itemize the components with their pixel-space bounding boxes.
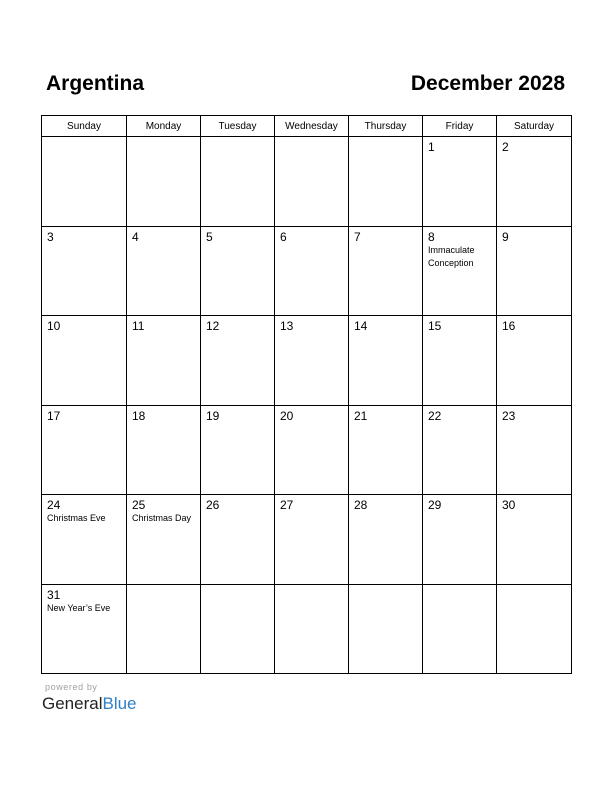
day-cell — [349, 226, 423, 316]
day-number: 31 — [47, 587, 61, 602]
day-number: 1 — [428, 140, 435, 154]
day-cell — [201, 584, 275, 674]
weekday-saturday: Saturday — [497, 116, 572, 137]
day-cell — [275, 137, 349, 227]
day-cell — [127, 226, 201, 316]
day-number: 14 — [354, 319, 368, 333]
logo-text-blue: Blue — [102, 694, 137, 713]
day-number: 11 — [132, 319, 145, 333]
weekday-friday: Friday — [423, 116, 497, 137]
day-number: 12 — [206, 319, 220, 333]
generalblue-logo[interactable] — [42, 694, 137, 714]
day-cell — [127, 495, 201, 585]
day-cell — [423, 137, 497, 227]
day-cell — [275, 226, 349, 316]
day-number: 18 — [132, 408, 146, 423]
day-cell — [42, 495, 127, 585]
day-cell — [42, 316, 127, 406]
day-number: 8 — [428, 229, 435, 244]
day-number: 7 — [354, 229, 361, 244]
day-number: 4 — [132, 229, 139, 244]
day-number: 20 — [280, 408, 294, 423]
day-cell — [201, 405, 275, 495]
day-number: 3 — [47, 229, 54, 244]
day-cell — [423, 316, 497, 406]
day-cell — [497, 226, 572, 316]
day-number: 27 — [280, 498, 294, 512]
day-number: 23 — [502, 408, 516, 423]
day-cell — [275, 316, 349, 406]
day-number: 30 — [502, 498, 516, 512]
day-cell — [42, 226, 127, 316]
calendar-grid — [41, 115, 572, 674]
week-row — [42, 137, 572, 227]
day-cell — [127, 137, 201, 227]
day-number: 25 — [132, 498, 146, 512]
day-number: 2 — [502, 140, 509, 154]
day-cell — [275, 405, 349, 495]
week-row — [42, 495, 572, 585]
day-cell — [127, 316, 201, 406]
day-cell — [423, 584, 497, 674]
day-cell — [201, 495, 275, 585]
day-cell — [201, 137, 275, 227]
day-cell — [497, 405, 572, 495]
day-cell — [349, 405, 423, 495]
day-cell — [42, 405, 127, 495]
week-row — [42, 226, 572, 316]
weekday-tuesday: Tuesday — [201, 116, 275, 137]
day-cell — [42, 584, 127, 674]
day-cell — [349, 495, 423, 585]
day-cell — [201, 316, 275, 406]
holiday-label: Christmas Eve — [47, 513, 106, 523]
day-cell — [349, 584, 423, 674]
day-number: 17 — [47, 408, 61, 423]
day-cell — [275, 584, 349, 674]
day-cell — [497, 137, 572, 227]
logo-text-general: General — [42, 694, 103, 713]
day-number: 10 — [47, 319, 61, 333]
month-year-title: December 2028 — [410, 72, 565, 95]
day-number: 5 — [206, 229, 213, 244]
day-cell — [423, 495, 497, 585]
week-row — [42, 405, 572, 495]
weekday-thursday: Thursday — [349, 116, 423, 137]
day-cell — [349, 316, 423, 406]
holiday-label: Immaculate Conception — [428, 244, 475, 268]
day-cell — [497, 584, 572, 674]
day-number: 24 — [47, 498, 61, 512]
day-number: 15 — [428, 319, 442, 333]
day-cell — [275, 495, 349, 585]
day-number: 26 — [206, 498, 220, 512]
day-cell — [201, 226, 275, 316]
day-cell — [423, 405, 497, 495]
day-number: 13 — [280, 319, 294, 333]
day-number: 22 — [428, 408, 442, 423]
day-cell — [42, 137, 127, 227]
weekday-wednesday: Wednesday — [275, 116, 349, 137]
week-row — [42, 316, 572, 406]
day-number: 29 — [428, 498, 442, 512]
day-cell — [497, 495, 572, 585]
day-number: 28 — [354, 498, 368, 512]
day-number: 19 — [206, 408, 220, 423]
day-number: 16 — [502, 319, 516, 333]
weekday-header-row — [42, 116, 572, 137]
day-cell — [423, 226, 497, 316]
week-row — [42, 584, 572, 674]
powered-by-text: powered by — [45, 682, 98, 692]
day-cell — [127, 584, 201, 674]
day-cell — [349, 137, 423, 227]
country-title: Argentina — [46, 72, 145, 95]
day-number: 6 — [280, 229, 287, 244]
day-number: 21 — [354, 408, 368, 423]
weekday-sunday: Sunday — [42, 116, 127, 137]
holiday-label: New Year’s Eve — [47, 602, 111, 613]
holiday-label: Christmas Day — [132, 513, 192, 523]
day-number: 9 — [502, 229, 509, 244]
day-cell — [497, 316, 572, 406]
weekday-monday: Monday — [127, 116, 201, 137]
day-cell — [127, 405, 201, 495]
